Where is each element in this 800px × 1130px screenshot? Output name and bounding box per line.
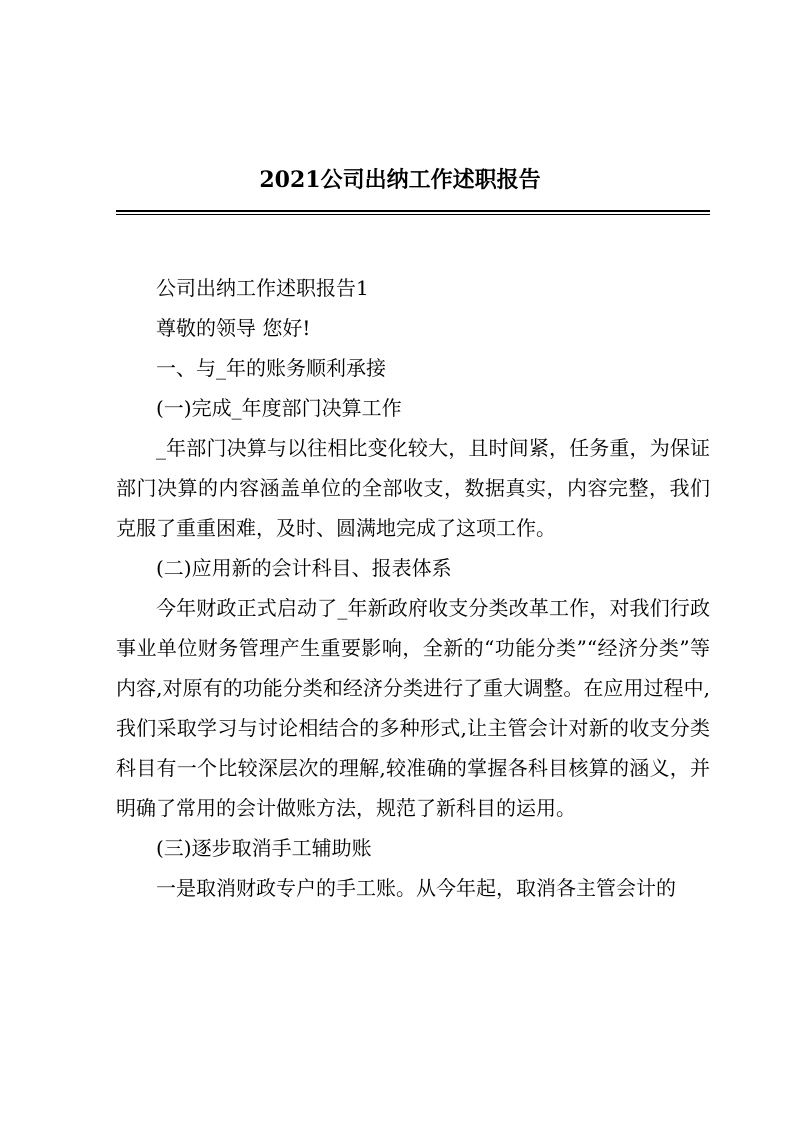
title-underline-thick <box>116 210 710 212</box>
document-body <box>116 268 710 908</box>
subsection-heading: (一)完成_年度部门决算工作 <box>156 396 402 420</box>
paragraph: _年部门决算与以往相比变化较大，且时间紧，任务重，为保证部门决算的内容涵盖单位的全部收支，数据真实，内容完整，我们克服了重重困难，及时、圆满地完成了这项工作。 <box>116 436 710 540</box>
document-title: 2021公司出纳工作述职报告 <box>259 167 541 193</box>
paragraph: 今年财政正式启动了_年新政府收支分类改革工作，对我们行政事业单位财务管理产生重要影响，全新的“功能分类”“经济分类”等内容,对原有的功能分类和经济分类进行了重大调整。在应用过程中,我们采取学习与讨论相结合的多种形式,让主管会计对新的收支分类科目有一个比较深层次的理解,较准确的掌握各科目核算的涵义，并明确了常用的会计做账方法，规范了新科目的运用。 <box>116 596 710 820</box>
section-heading: 一、与_年的账务顺利承接 <box>156 356 386 380</box>
subsection-heading: (二)应用新的会计科目、报表体系 <box>156 556 452 580</box>
title-underline-thin <box>116 214 710 215</box>
subsection-heading: (三)逐步取消手工辅助账 <box>156 836 372 860</box>
section-heading: 公司出纳工作述职报告1 <box>156 276 369 300</box>
salutation: 尊敬的领导 您好! <box>156 316 311 340</box>
paragraph: 一是取消财政专户的手工账。从今年起，取消各主管会计的 <box>156 876 676 900</box>
